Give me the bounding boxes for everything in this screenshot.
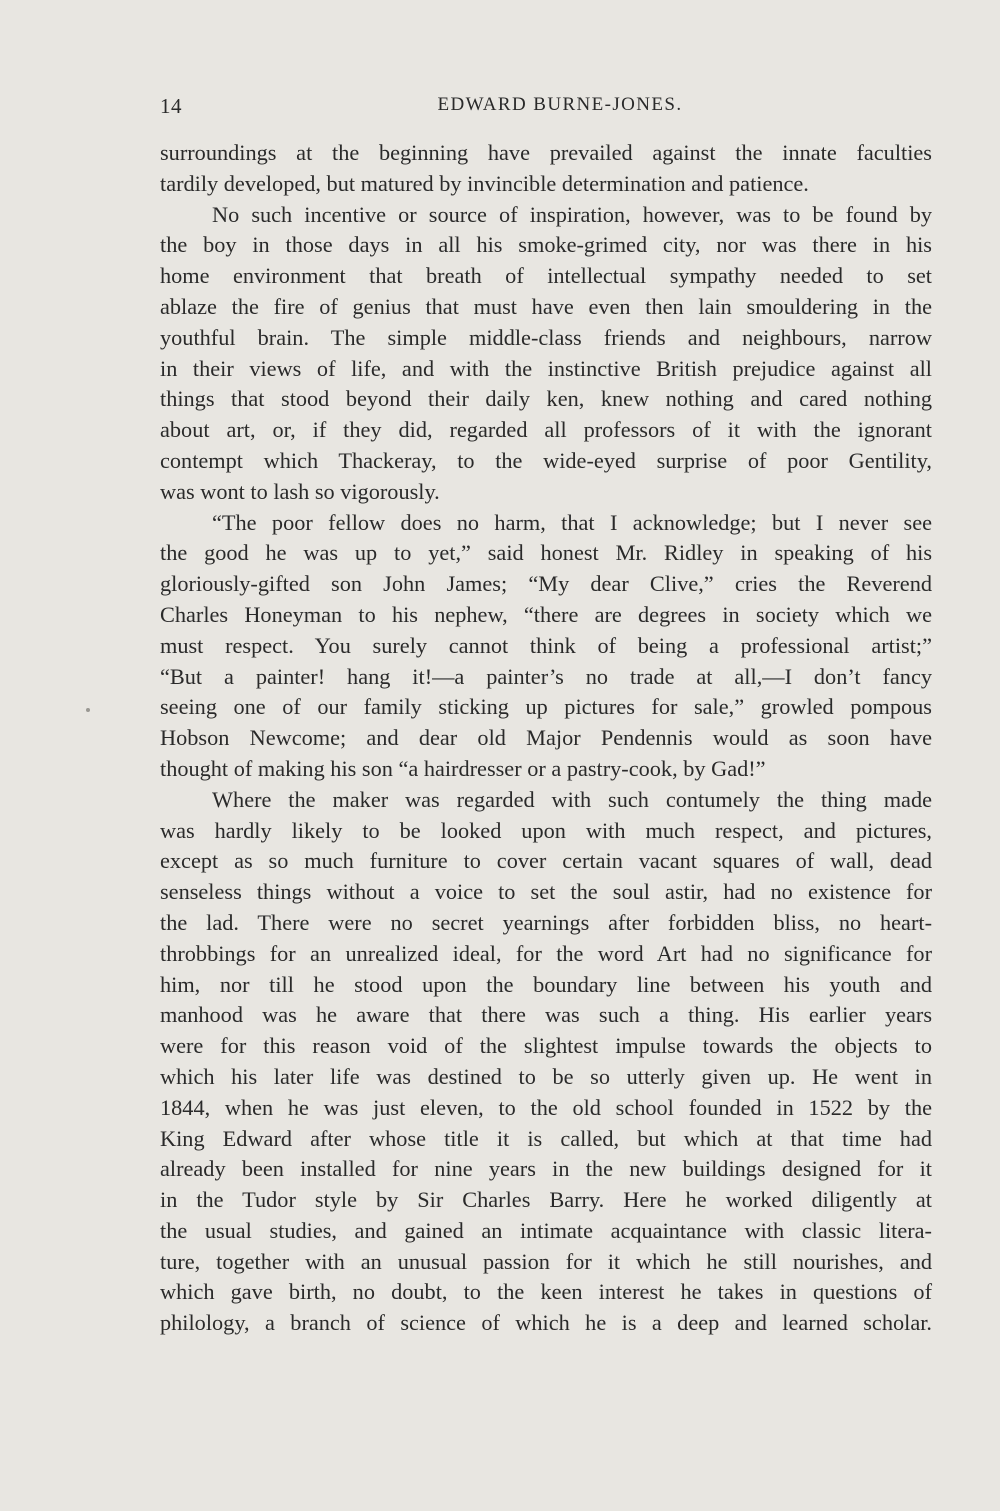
text-line: Hobson Newcome; and dear old Major Pendennis would as soon have	[160, 725, 932, 751]
text-line: gloriously-gifted son John James; “My dear Clive,” cries the Reverend	[160, 571, 932, 597]
margin-speck	[86, 708, 90, 712]
text-line: in their views of life, and with the instinctive British prejudice against all	[160, 355, 932, 381]
text-line: Charles Honeyman to his nephew, “there are degrees in society which we	[160, 601, 932, 627]
text-line: thought of making his son “a hairdresser or a pastry-cook, by Gad!”	[160, 755, 766, 781]
text-line: senseless things without a voice to set the soul astir, had no existence for	[160, 879, 932, 905]
text-line: the lad. There were no secret yearnings after forbidden bliss, no heart-	[160, 909, 932, 935]
text-line: “The poor fellow does no harm, that I acknowledge; but I never see	[212, 509, 932, 535]
text-line: King Edward after whose title it is called, but which at that time had	[160, 1125, 932, 1151]
text-line: throbbings for an unrealized ideal, for the word Art had no significance for	[160, 940, 932, 966]
body-text	[160, 138, 932, 1339]
text-line: must respect. You surely cannot think of being a professional artist;”	[160, 632, 932, 658]
text-line: home environment that breath of intellectual sympathy needed to set	[160, 263, 932, 289]
text-line: were for this reason void of the slightest impulse towards the objects to	[160, 1033, 932, 1059]
text-line: except as so much furniture to cover certain vacant squares of wall, dead	[160, 848, 932, 874]
text-line: him, nor till he stood upon the boundary line between his youth and	[160, 971, 932, 997]
text-line: 1844, when he was just eleven, to the old school founded in 1522 by the	[160, 1094, 932, 1120]
text-line: was hardly likely to be looked upon with much respect, and pictures,	[160, 817, 932, 843]
text-line: “But a painter! hang it!—a painter’s no trade at all,—I don’t fancy	[160, 663, 932, 689]
text-line: contempt which Thackeray, to the wide-eyed surprise of poor Gentility,	[160, 447, 932, 473]
text-line: already been installed for nine years in the new buildings designed for it	[160, 1156, 932, 1182]
text-line: youthful brain. The simple middle-class friends and neighbours, narrow	[160, 324, 932, 350]
text-line: Where the maker was regarded with such contumely the thing made	[212, 786, 932, 812]
text-line: ablaze the fire of genius that must have even then lain smouldering in the	[160, 293, 932, 319]
text-line: manhood was he aware that there was such a thing. His earlier years	[160, 1002, 932, 1028]
text-line: in the Tudor style by Sir Charles Barry. Here he worked diligently at	[160, 1187, 932, 1213]
text-line: which his later life was destined to be so utterly given up. He went in	[160, 1063, 932, 1089]
text-line: which gave birth, no doubt, to the keen interest he takes in questions of	[160, 1279, 932, 1305]
text-line: seeing one of our family sticking up pictures for sale,” growled pompous	[160, 694, 932, 720]
text-line: ture, together with an unusual passion for it which he still nourishes, and	[160, 1248, 932, 1274]
text-line: was wont to lash so vigorously.	[160, 478, 440, 504]
text-line: tardily developed, but matured by invincible determination and patience.	[160, 170, 809, 196]
text-line: philology, a branch of science of which he is a deep and learned scholar.	[160, 1310, 932, 1336]
running-title: EDWARD BURNE-JONES.	[437, 94, 683, 115]
text-line: the boy in those days in all his smoke-grimed city, nor was there in his	[160, 232, 932, 258]
text-line: the good he was up to yet,” said honest Mr. Ridley in speaking of his	[160, 540, 932, 566]
text-line: No such incentive or source of inspiration, however, was to be found by	[212, 201, 932, 227]
text-line: the usual studies, and gained an intimate acquaintance with classic litera-	[160, 1217, 932, 1243]
page-number: 14	[160, 94, 182, 118]
running-head	[160, 94, 930, 120]
text-line: surroundings at the beginning have prevailed against the innate faculties	[160, 140, 932, 165]
text-line: about art, or, if they did, regarded all professors of it with the ignorant	[160, 417, 932, 443]
text-line: things that stood beyond their daily ken, knew nothing and cared nothing	[160, 386, 932, 412]
